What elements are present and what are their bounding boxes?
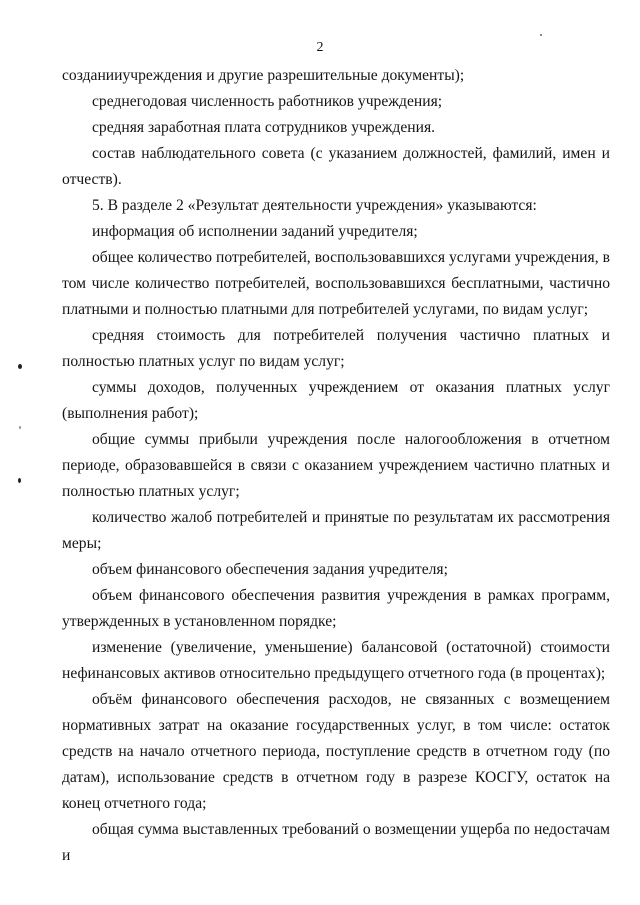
paragraph-funding-expenses: объём финансового обеспечения расходов, не связанных с возмещением нормативных затрат на оказание государственных услуг, в том числе: остаток средств на начало отчетного периода, поступление средств в отчетном году (по датам), использование средств в отчетном году в разрезе КОСГУ, остаток на конец отчетного года; <box>62 691 610 812</box>
paragraph-profit: общие суммы прибыли учреждения после налогообложения в отчетном периоде, образовавшейся в связи с оказанием учреждением частично платных и полностью платных услуг; <box>62 431 610 500</box>
paragraph-founder-tasks: информация об исполнении заданий учредителя; <box>92 223 418 240</box>
paragraph-supervisory-board: состав наблюдательного совета (с указанием должностей, фамилий, имен и отчеств). <box>62 145 610 188</box>
paragraph-consumers-count: общее количество потребителей, воспользовавшихся услугами учреждения, в том числе количество потребителей, воспользовавшихся бесплатными, частично платными и полностью платными для потребителей услугами, по видам услуг; <box>62 249 610 318</box>
paragraph-funding-development: объем финансового обеспечения развития учреждения в рамках программ, утвержденных в установленном порядке; <box>62 587 610 630</box>
scan-speck <box>19 426 21 429</box>
scan-speck <box>540 34 542 36</box>
paragraph-complaints: количество жалоб потребителей и принятые по результатам их рассмотрения меры; <box>62 509 610 552</box>
page-number: 2 <box>316 40 324 55</box>
paragraph-section-2-heading: 5. В разделе 2 «Результат деятельности учреждения» указываются: <box>92 197 537 214</box>
paragraph-income: суммы доходов, полученных учреждением от оказания платных услуг (выполнения работ); <box>62 379 610 422</box>
paragraph-damage-claims: общая сумма выставленных требований о возмещении ущерба по недостачам и <box>62 821 610 864</box>
paragraph-avg-salary: средняя заработная плата сотрудников учреждения. <box>92 119 436 136</box>
document-body <box>62 63 610 869</box>
scan-speck <box>18 478 21 483</box>
paragraph-avg-staff: среднегодовая численность работников учреждения; <box>92 93 443 110</box>
scan-speck <box>18 364 22 369</box>
paragraph-continuation: созданииучреждения и другие разрешительные документы); <box>62 67 465 84</box>
paragraph-asset-change: изменение (увеличение, уменьшение) балансовой (остаточной) стоимости нефинансовых активов относительно предыдущего отчетного года (в процентах); <box>62 639 610 682</box>
paragraph-funding-task: объем финансового обеспечения задания учредителя; <box>92 561 448 578</box>
paragraph-average-cost: средняя стоимость для потребителей получения частично платных и полностью платных услуг по видам услуг; <box>62 327 610 370</box>
